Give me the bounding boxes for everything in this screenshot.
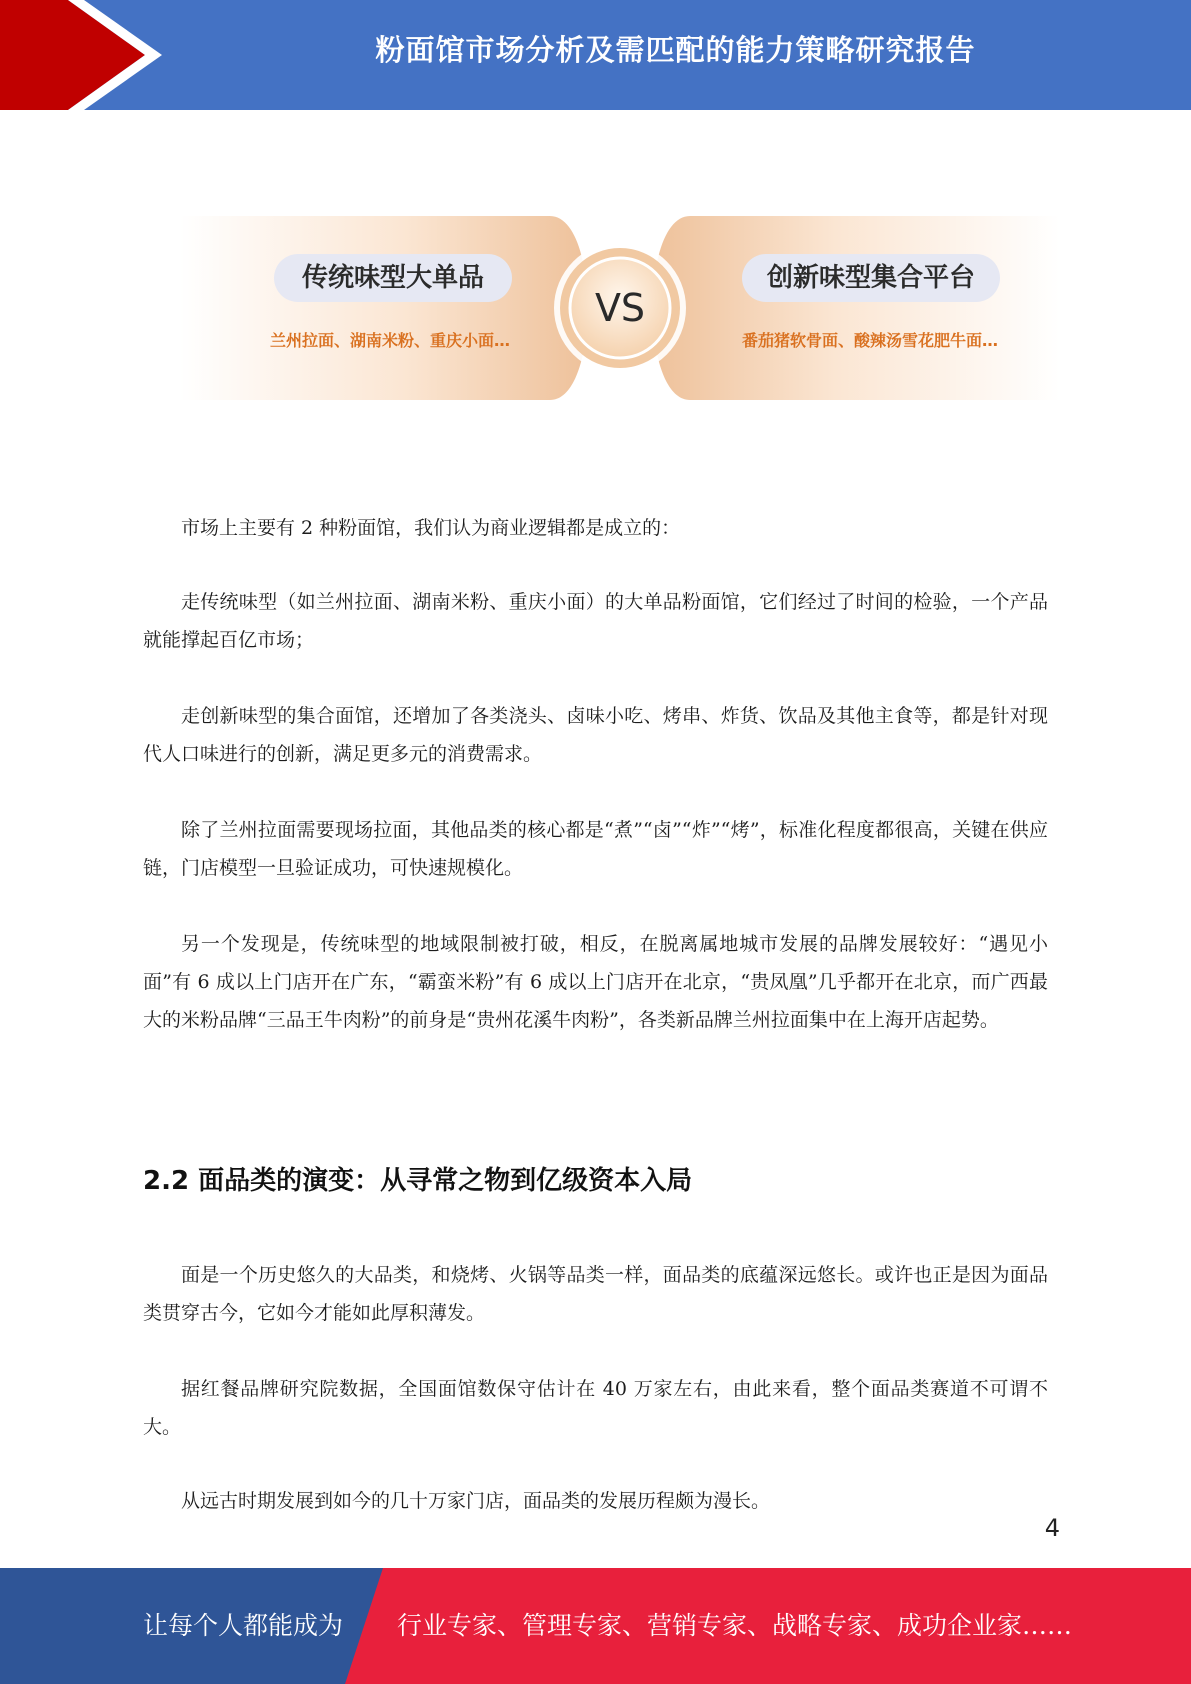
innovative-flavor-examples: 番茄猪软骨面、酸辣汤雪花肥牛面… — [741, 331, 998, 350]
footer-slogan-left: 让每个人都能成为 — [143, 1611, 344, 1640]
innovative-flavor-label: 创新味型集合平台 — [742, 254, 1000, 302]
page-footer — [0, 1568, 1191, 1684]
paragraph: 从远古时期发展到如今的几十万家门店，面品类的发展历程颇为漫长。 — [181, 1490, 771, 1512]
traditional-flavor-examples: 兰州拉面、湖南米粉、重庆小面… — [269, 331, 510, 350]
comparison-graphic — [180, 216, 1060, 400]
section-heading: 2.2 面品类的演变：从寻常之物到亿级资本入局 — [143, 1166, 693, 1196]
paragraph: 面是一个历史悠久的大品类，和烧烤、火锅等品类一样，面品类的底蕴深远悠长。或许也正是因为面品类贯穿古今，它如今才能如此厚积薄发。 — [143, 1264, 1048, 1324]
page-number: 4 — [1044, 1514, 1060, 1542]
footer-slogan-right: 行业专家、管理专家、营销专家、战略专家、成功企业家…… — [397, 1611, 1073, 1640]
page-header — [0, 0, 1191, 110]
paragraph: 走创新味型的集合面馆，还增加了各类浇头、卤味小吃、烤串、炸货、饮品及其他主食等，都是针对现代人口味进行的创新，满足更多元的消费需求。 — [143, 705, 1048, 765]
vs-label: VS — [594, 286, 646, 330]
paragraph: 市场上主要有 2 种粉面馆，我们认为商业逻辑都是成立的： — [181, 517, 681, 539]
paragraph: 除了兰州拉面需要现场拉面，其他品类的核心都是“煮”“卤”“炸”“烤”，标准化程度都很高，关键在供应链，门店模型一旦验证成功，可快速规模化。 — [143, 819, 1048, 879]
traditional-flavor-label: 传统味型大单品 — [274, 254, 512, 302]
paragraph: 另一个发现是，传统味型的地域限制被打破，相反，在脱离属地城市发展的品牌发展较好：“遇见小面”有 6 成以上门店开在广东，“霸蛮米粉”有 6 成以上门店开在北京，“贵凤凰”几乎都开在北京，而广西最大的米粉品牌“三品王牛肉粉”的前身是“贵州花溪牛肉粉”，各类新品牌兰州拉面集中在上海开店起势。 — [143, 933, 1048, 1031]
paragraph: 据红餐品牌研究院数据，全国面馆数保守估计在 40 万家左右，由此来看，整个面品类赛道不可谓不大。 — [143, 1378, 1048, 1438]
document-title: 粉面馆市场分析及需匹配的能力策略研究报告 — [375, 33, 976, 67]
paragraph: 走传统味型（如兰州拉面、湖南米粉、重庆小面）的大单品粉面馆，它们经过了时间的检验，一个产品就能撑起百亿市场； — [143, 591, 1048, 651]
